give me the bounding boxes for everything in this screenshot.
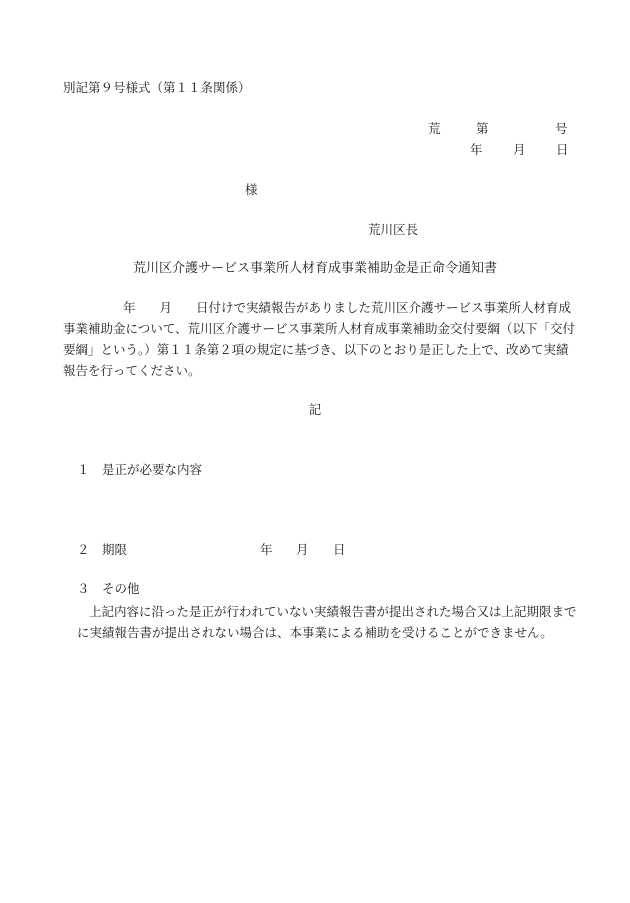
body-paragraph — [63, 297, 576, 381]
doc-number-go: 号 — [555, 121, 568, 136]
document-title: 荒川区介護サービス事業所人材育成事業補助金是正命令通知書 — [132, 261, 497, 276]
doc-number-prefix: 荒 — [428, 121, 441, 136]
document-number — [0, 121, 630, 137]
item-2-month: 月 — [296, 542, 309, 557]
body-line-1 — [63, 297, 571, 318]
body-line-3: 要綱」という。）第１１条第２項の規定に基づき、以下のとおり是正した上で、改めて実績 — [63, 342, 569, 357]
item-2-day: 日 — [333, 542, 346, 557]
item-3-heading: ３ その他 — [77, 581, 140, 596]
form-label: 別記第９号様式（第１１条関係） — [63, 80, 251, 95]
issue-date-day: 日 — [556, 142, 569, 157]
note-paragraph — [77, 601, 577, 643]
body-line-4: 報告を行ってください。 — [63, 363, 201, 378]
doc-number-dai: 第 — [476, 121, 489, 136]
item-2-label: ２ 期限 — [77, 542, 128, 557]
issuer-name: 荒川区長 — [368, 222, 419, 237]
note-line-2: に実績報告書が提出されない場合は、本事業による補助を受けることができません。 — [77, 625, 553, 640]
item-1-heading: １ 是正が必要な内容 — [77, 462, 203, 477]
issue-date-year: 年 — [470, 142, 483, 157]
item-2-year: 年 — [260, 542, 273, 557]
issue-date-month: 月 — [513, 142, 526, 157]
body-line-2: 事業補助金について、荒川区介護サービス事業所人材育成事業補助金交付要綱（以下「交付 — [63, 321, 576, 336]
item-2-deadline — [77, 542, 346, 558]
note-line-1: 上記内容に沿った是正が行われていない実績報告書が提出された場合又は上記期限まで — [89, 604, 577, 619]
ki-heading: 記 — [308, 402, 322, 417]
body-line-1-text: 日付けで実績報告がありました荒川区介護サービス事業所人材育成 — [196, 300, 572, 315]
body-year: 年 — [123, 300, 136, 315]
body-month: 月 — [159, 300, 173, 315]
addressee-honorific: 様 — [245, 182, 258, 197]
issue-date — [0, 142, 630, 158]
